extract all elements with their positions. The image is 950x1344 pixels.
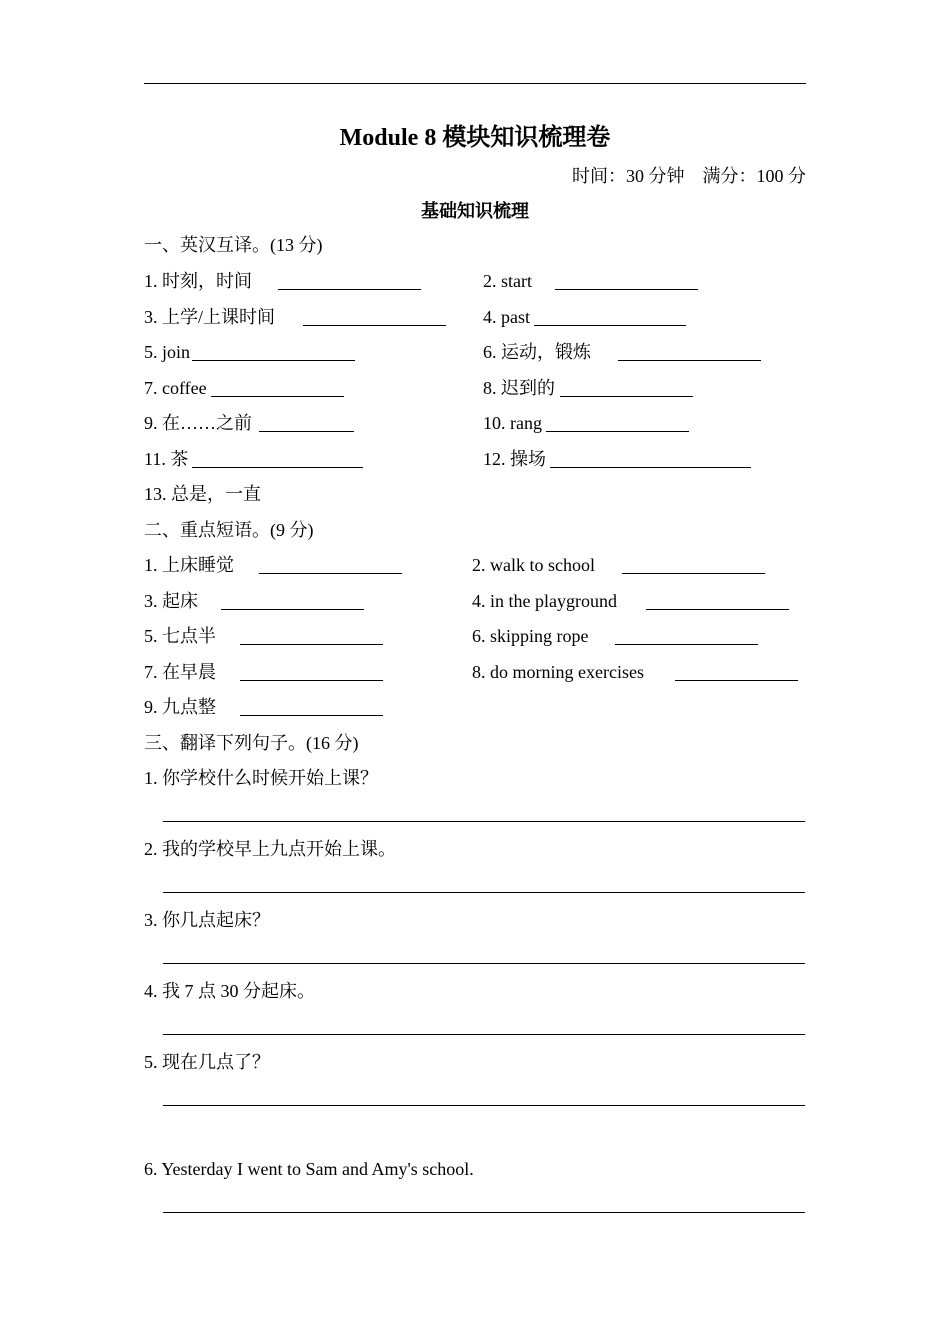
- s1-item-8: 8. 迟到的: [483, 378, 555, 398]
- s3-item-2: 2. 我的学校早上九点开始上课。: [144, 839, 396, 859]
- s1-item-3: 3. 上学/上课时间: [144, 307, 276, 327]
- s2-item-2: 2. walk to school: [472, 555, 595, 575]
- section2-heading: 二、重点短语。(9 分): [144, 520, 314, 540]
- s3-item-4: 4. 我 7 点 30 分起床。: [144, 981, 315, 1001]
- s3-answer-line-5[interactable]: [163, 1105, 805, 1106]
- s3-answer-line-3[interactable]: [163, 963, 805, 964]
- s2-answer-blank-1[interactable]: [259, 573, 402, 574]
- s1-answer-blank-12[interactable]: [550, 467, 751, 468]
- s1-item-2: 2. start: [483, 271, 532, 291]
- s2-item-3: 3. 起床: [144, 591, 198, 611]
- s1-item-5: 5. join: [144, 342, 191, 362]
- header-rule: [144, 83, 806, 84]
- section-group-title: 基础知识梳理: [421, 201, 529, 221]
- s2-item-6: 6. skipping rope: [472, 626, 589, 646]
- s1-answer-blank-2[interactable]: [555, 289, 698, 290]
- s2-item-9: 9. 九点整: [144, 697, 216, 717]
- s2-item-7: 7. 在早晨: [144, 662, 216, 682]
- s2-answer-blank-7[interactable]: [240, 680, 383, 681]
- s1-item-13: 13. 总是，一直: [144, 484, 261, 504]
- s1-item-12: 12. 操场: [483, 449, 546, 469]
- s2-item-8: 8. do morning exercises: [472, 662, 644, 682]
- s1-answer-blank-5[interactable]: [192, 360, 355, 361]
- s1-item-9: 9. 在……之前: [144, 413, 252, 433]
- s3-item-6: 6. Yesterday I went to Sam and Amy's school.: [144, 1159, 474, 1179]
- s3-answer-line-6[interactable]: [163, 1212, 805, 1213]
- s1-answer-blank-8[interactable]: [560, 396, 693, 397]
- s1-item-1: 1. 时刻，时间: [144, 271, 252, 291]
- s1-item-7: 7. coffee: [144, 378, 207, 398]
- s1-item-6: 6. 运动，锻炼: [483, 342, 591, 362]
- s2-answer-blank-9[interactable]: [240, 715, 383, 716]
- s2-answer-blank-2[interactable]: [622, 573, 765, 574]
- s3-answer-line-2[interactable]: [163, 892, 805, 893]
- s2-item-5: 5. 七点半: [144, 626, 216, 646]
- s1-answer-blank-9[interactable]: [259, 431, 354, 432]
- s3-item-1: 1. 你学校什么时候开始上课？: [144, 768, 378, 788]
- s2-answer-blank-6[interactable]: [615, 644, 758, 645]
- section1-heading: 一、英汉互译。(13 分): [144, 235, 323, 255]
- s2-answer-blank-5[interactable]: [240, 644, 383, 645]
- section3-heading: 三、翻译下列句子。(16 分): [144, 733, 359, 753]
- s1-item-11: 11. 茶: [144, 449, 189, 469]
- s1-answer-blank-7[interactable]: [211, 396, 344, 397]
- s3-item-5: 5. 现在几点了？: [144, 1052, 270, 1072]
- s2-answer-blank-8[interactable]: [675, 680, 798, 681]
- s1-answer-blank-11[interactable]: [192, 467, 363, 468]
- s1-answer-blank-10[interactable]: [546, 431, 689, 432]
- s2-answer-blank-4[interactable]: [646, 609, 789, 610]
- s1-item-4: 4. past: [483, 307, 530, 327]
- s3-item-3: 3. 你几点起床？: [144, 910, 270, 930]
- s1-item-10: 10. rang: [483, 413, 542, 433]
- time-score-info: 时间：30 分钟 满分：100 分: [572, 166, 806, 186]
- s1-answer-blank-6[interactable]: [618, 360, 761, 361]
- s2-item-1: 1. 上床睡觉: [144, 555, 234, 575]
- s3-answer-line-4[interactable]: [163, 1034, 805, 1035]
- s3-answer-line-1[interactable]: [163, 821, 805, 822]
- s1-answer-blank-3[interactable]: [303, 325, 446, 326]
- s2-item-4: 4. in the playground: [472, 591, 617, 611]
- s2-answer-blank-3[interactable]: [221, 609, 364, 610]
- page-title: Module 8 模块知识梳理卷: [339, 125, 611, 151]
- s1-answer-blank-4[interactable]: [534, 325, 686, 326]
- s1-answer-blank-1[interactable]: [278, 289, 421, 290]
